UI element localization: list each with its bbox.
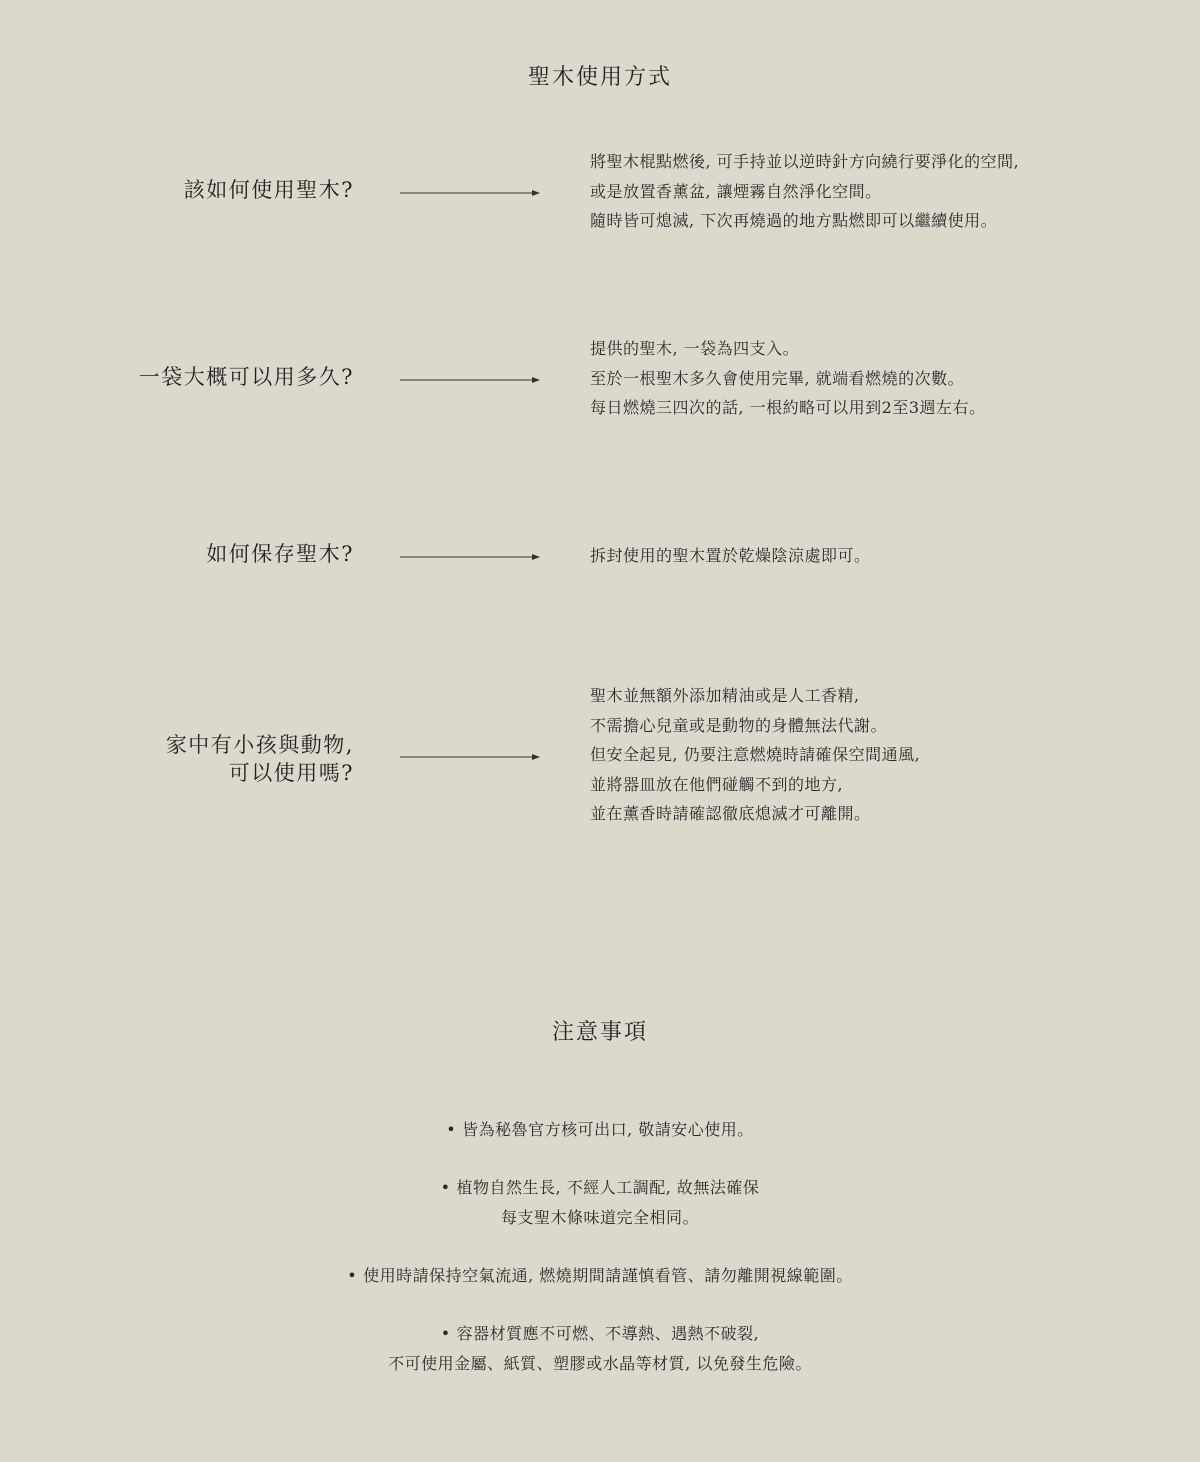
note-2-line-2: 每支聖木條味道完全相同。 [500, 1208, 699, 1227]
answer-4-line-1: 聖木並無額外添加精油或是人工香精, [590, 686, 860, 705]
answer-1-line-2: 或是放置香薰盆, 讓煙霧自然淨化空間。 [590, 181, 882, 201]
question-4-line-2: 可以使用嗎? [228, 761, 354, 785]
answer-3-line-1: 拆封使用的聖木置於乾燥陰涼處即可。 [590, 546, 871, 565]
question-4 [166, 731, 354, 787]
note-1-line-1: 皆為秘魯官方核可出口, 敬請安心使用。 [462, 1120, 754, 1139]
answer-2-line-2: 至於一根聖木多久會使用完畢, 就端看燃燒的次數。 [590, 368, 965, 388]
right-arrow-icon [400, 188, 540, 198]
usage-section-title: 聖木使用方式 [527, 65, 672, 90]
answer-1-line-1: 將聖木棍點燃後, 可手持並以逆時針方向繞行要淨化的空間, [590, 152, 1020, 171]
answer-4-line-2: 不需擔心兒童或是動物的身體無法代謝。 [590, 715, 888, 735]
notes-section-title: 注意事項 [551, 1020, 648, 1045]
bullet-icon: • [347, 1266, 358, 1285]
question-1 [184, 176, 354, 204]
note-item-2 [0, 1173, 1200, 1233]
note-3-line-1: 使用時請保持空氣流通, 燃燒期間請謹慎看管、請勿離開視線範圍。 [363, 1266, 853, 1285]
note-4-line-2: 不可使用金屬、紙質、塑膠或水晶等材質, 以免發生危險。 [388, 1354, 812, 1373]
answer-3 [590, 541, 871, 571]
answer-1 [590, 147, 1019, 236]
answer-2-line-3: 每日燃燒三四次的話, 一根約略可以用到2至3週左右。 [590, 398, 986, 417]
question-2-line-1: 一袋大概可以用多久? [138, 365, 354, 389]
answer-4-line-5: 並在薰香時請確認徹底熄滅才可離開。 [590, 804, 871, 823]
question-1-line-1: 該如何使用聖木? [183, 178, 354, 202]
answer-4-line-4: 並將器皿放在他們碰觸不到的地方, [590, 774, 844, 794]
question-3-line-1: 如何保存聖木? [206, 542, 354, 566]
notes-list [0, 1115, 1200, 1407]
note-4-line-1: 容器材質應不可燃、不導熱、遇熱不破裂, [456, 1324, 760, 1343]
right-arrow-icon [400, 552, 540, 562]
note-item-3 [0, 1261, 1200, 1291]
answer-2 [590, 334, 986, 423]
question-3 [206, 540, 354, 568]
note-item-4 [0, 1319, 1200, 1379]
bullet-icon: • [440, 1324, 451, 1343]
note-2-line-1: 植物自然生長, 不經人工調配, 故無法確保 [456, 1178, 760, 1197]
answer-1-line-3: 隨時皆可熄滅, 下次再燒過的地方點燃即可以繼續使用。 [590, 211, 998, 230]
bullet-icon: • [440, 1178, 451, 1197]
right-arrow-icon [400, 752, 540, 762]
question-4-line-1: 家中有小孩與動物, [165, 733, 354, 757]
note-item-1 [0, 1115, 1200, 1145]
bullet-icon: • [446, 1120, 457, 1139]
answer-2-line-1: 提供的聖木, 一袋為四支入。 [590, 339, 800, 358]
answer-4 [590, 681, 920, 829]
question-2 [139, 363, 354, 391]
right-arrow-icon [400, 375, 540, 385]
answer-4-line-3: 但安全起見, 仍要注意燃燒時請確保空間通風, [590, 745, 921, 764]
